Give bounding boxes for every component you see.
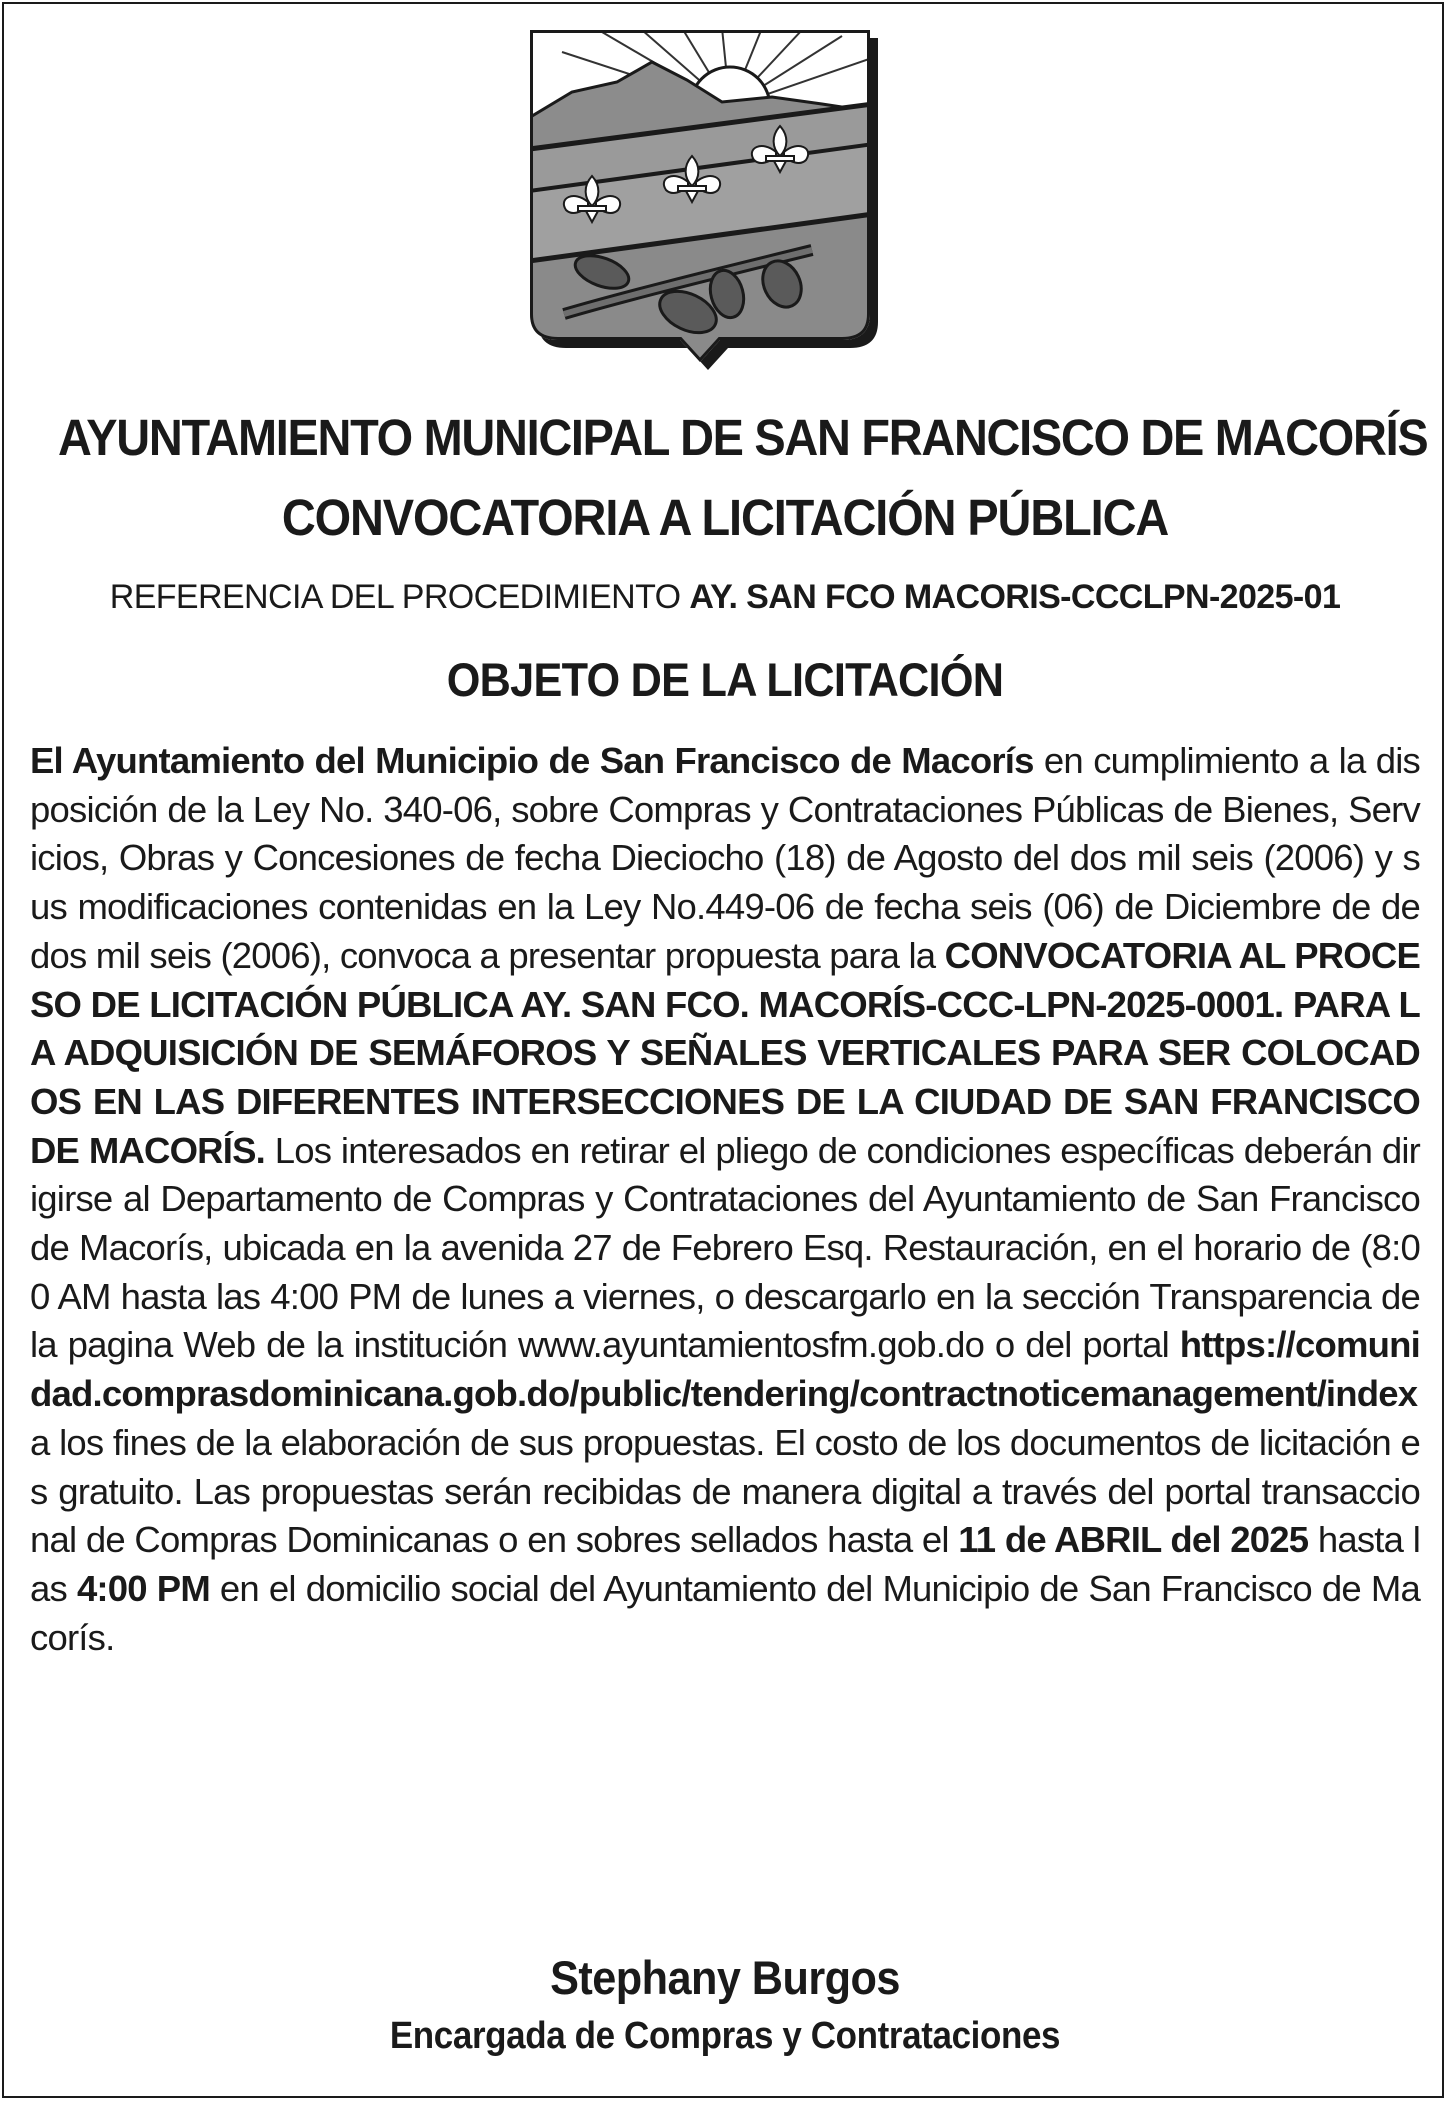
signatory-role: Encargada de Compras y Contrataciones (389, 2015, 1061, 2057)
deadline-time: 4:00 PM (76, 1567, 210, 1609)
signatory-name: Stephany Burgos (550, 1951, 900, 2004)
institution-title: AYUNTAMIENTO MUNICIPAL DE SAN FRANCISCO DE MACORÍS (58, 409, 1428, 466)
notice-title: CONVOCATORIA A LICITACIÓN PÚBLICA (281, 489, 1169, 546)
body-text-1: en cumplimiento a la disposición de la Ley No. 340-06, sobre Compras y Contrataciones Públicas de Bienes, Servicios, Obras y Concesiones de fecha Dieciocho (18) de Agosto del dos mil seis (2006) y sus modificaciones contenidas en la Ley No.449-06 de fecha seis (06) de Diciembre de de dos mil seis (2006), convoca a presentar propuesta para la (30, 740, 1421, 976)
body-text-3: a los fines de la elaboración de sus propuestas. El costo de los documentos de licitación es gratuito. Las propuestas serán recibidas de manera digital a través del portal transaccional de Compras Dominicanas o en sobres sellados hasta el (30, 1421, 1420, 1561)
reference-label: REFERENCIA DEL PROCEDIMIENTO (109, 578, 681, 616)
municipal-coat-of-arms (522, 22, 888, 384)
body-text-5: en el domicilio social del Ayuntamiento del Municipio de San Francisco de Macorís. (30, 1567, 1420, 1658)
body-text-4: hasta las (30, 1519, 1421, 1609)
body-text-2: Los interesados en retirar el pliego de condiciones específicas deberán dirigirse al Departamento de Compras y Contrataciones del Ayuntamiento de San Francisco de Macorís, ubicada en la avenida 27 de Febrero Esq. Restauración, en el horario de (8:00 AM hasta las 4:00 PM de lunes a viernes, o descargarlo en la sección Transparencia de la pagina Web de la institución www.ayuntamientosfm.gob.do o del portal (30, 1129, 1421, 1366)
procedure-reference (0, 578, 1450, 617)
deadline-date: 11 de ABRIL del 2025 (958, 1519, 1309, 1561)
section-title: OBJETO DE LA LICITACIÓN (446, 653, 1004, 706)
body-entity: El Ayuntamiento del Municipio de San Francisco de Macorís (30, 740, 1034, 781)
portal-url: https://comunidad.comprasdominicana.gob.do/public/tendering/contractnoticemanagement/index (30, 1324, 1420, 1415)
notice-body (30, 737, 1420, 1662)
reference-code: AY. SAN FCO MACORIS-CCCLPN-2025-01 (689, 578, 1341, 616)
body-tender-name: CONVOCATORIA AL PROCESO DE LICITACIÓN PÚBLICA AY. SAN FCO. MACORÍS-CCC-LPN-2025-0001. PARA LA ADQUISICIÓN DE SEMÁFOROS Y SEÑALES VERTICALES PARA SER COLOCADOS EN LAS DIFERENTES INTERSECCIONES DE LA CIUDAD DE SAN FRANCISCO DE MACORÍS. (30, 934, 1420, 1171)
